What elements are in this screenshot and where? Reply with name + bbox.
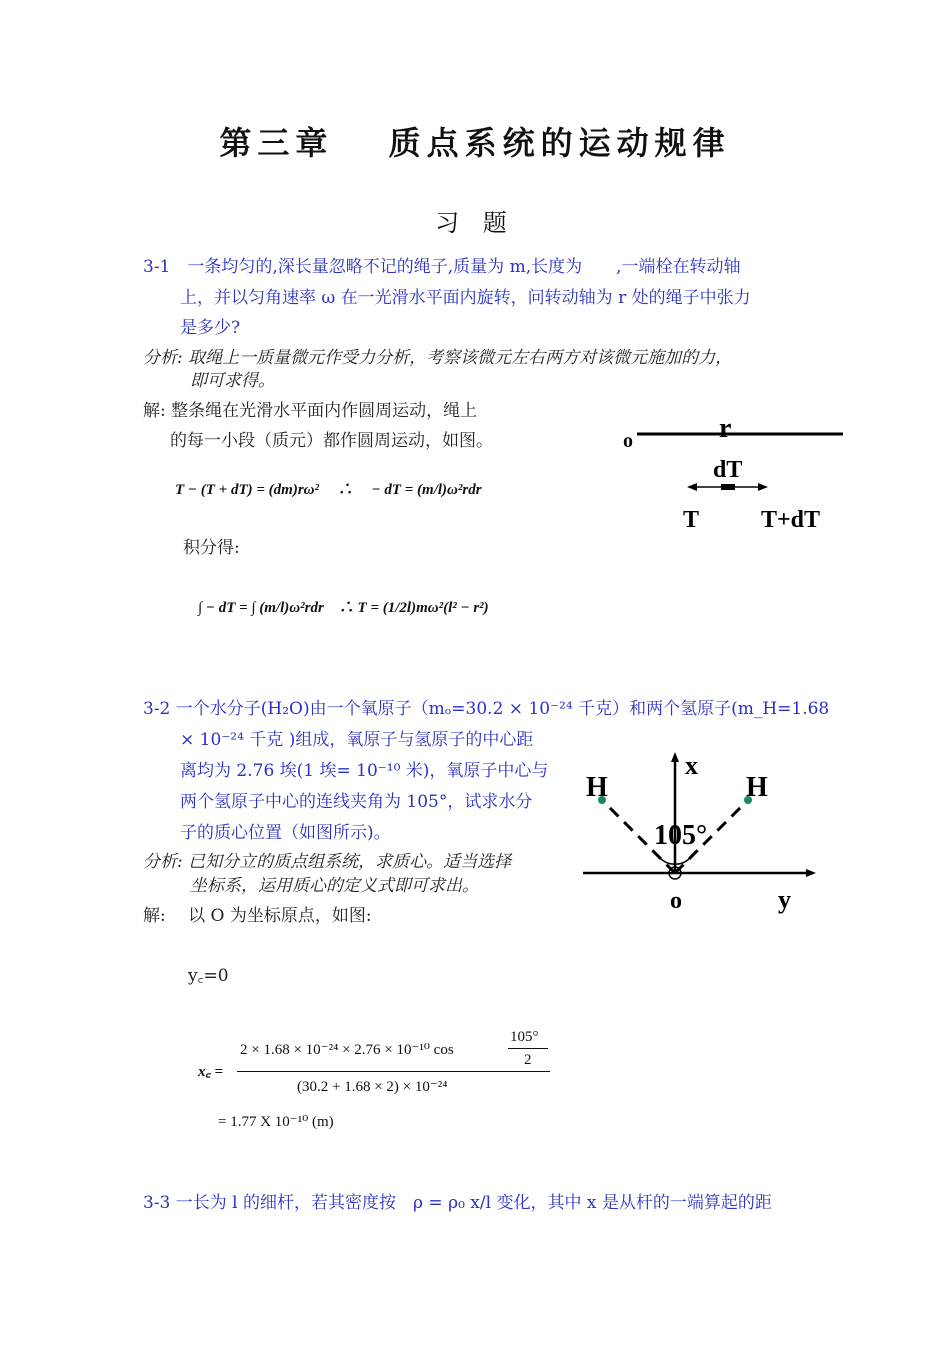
left-arrowhead-icon <box>687 483 697 491</box>
problem-3-2-line3: 离均为 2.76 埃(1 埃= 10⁻¹⁰ 米)，氧原子中心与 <box>180 761 549 781</box>
solution-3-2-line1: 解: 以 O 为坐标原点，如图: <box>143 906 372 926</box>
yc-equation: y꜀=0 <box>188 966 229 986</box>
xc-denominator: (30.2 + 1.68 × 2) × 10⁻²⁴ <box>297 1079 448 1095</box>
xc-angle-fraction-bar <box>508 1048 548 1049</box>
analysis-3-1-line2: 即可求得。 <box>190 371 275 391</box>
problem-3-3-line1: 3-3 一长为 l 的细杆，若其密度按 ρ = ρ₀ x/l 变化，其中 x 是从杆的一端算起的距 <box>143 1193 772 1213</box>
hydrogen-label-right: H <box>746 772 768 803</box>
solution-3-1-line1: 解: 整条绳在光滑水平面内作圆周运动，绳上 <box>143 401 478 421</box>
dT-label: dT <box>713 457 743 483</box>
origin-label: o <box>623 430 633 452</box>
problem-3-2-line2: × 10⁻²⁴ 千克 )组成，氧原子与氢原子的中心距 <box>180 730 534 750</box>
problem-3-2-line1: 3-2 一个水分子(H₂O)由一个氧原子（mₒ=30.2 × 10⁻²⁴ 千克）和两个氢原子(m_H=1.68 <box>143 699 830 719</box>
y-axis-label: y <box>778 885 791 914</box>
problem-3-1-line1: 3-1 一条均匀的,深长量忽略不记的绳子,质量为 m,长度为 ,一端栓在转动轴 <box>143 257 741 277</box>
origin-o-label: o <box>670 888 682 914</box>
analysis-3-2-line2: 坐标系，运用质心的定义式即可求出。 <box>190 876 479 896</box>
x-axis-arrow-icon <box>671 752 679 762</box>
right-arrowhead-icon <box>758 483 768 491</box>
xc-angle-numerator: 105° <box>510 1029 539 1045</box>
analysis-3-2-line1: 分析: 已知分立的质点组系统，求质心。适当选择 <box>143 852 512 872</box>
problem-3-2-line5: 子的质心位置（如图所示)。 <box>180 823 391 843</box>
chapter-title: 第三章 质点系统的运动规律 <box>219 124 731 162</box>
angle-label: 105° <box>654 820 708 851</box>
T-plus-dT-label: T+dT <box>761 507 821 533</box>
analysis-3-1-line1: 分析: 取绳上一质量微元作受力分析，考察该微元左右两方对该微元施加的力， <box>143 348 733 368</box>
rope-diagram <box>615 415 850 535</box>
xc-numerator: 2 × 1.68 × 10⁻²⁴ × 2.76 × 10⁻¹⁰ cos <box>240 1042 454 1058</box>
water-molecule-diagram <box>578 748 818 918</box>
equation-3-1-force: T − (T + dT) = (dm)rω² ∴ − dT = (m/l)ω²rdr <box>175 482 482 498</box>
section-subtitle: 习 题 <box>435 209 515 237</box>
x-axis-label: x <box>685 751 698 780</box>
problem-3-1-line3: 是多少? <box>180 318 241 338</box>
problem-3-1-line2: 上，并以匀角速率 ω 在一光滑水平面内旋转，问转动轴为 r 处的绳子中张力 <box>180 288 751 308</box>
solution-3-1-line2: 的每一小段（质元）都作圆周运动，如图。 <box>170 431 493 451</box>
T-label: T <box>683 507 700 533</box>
y-axis-arrow-icon <box>806 869 816 877</box>
xc-angle-denominator: 2 <box>524 1052 532 1068</box>
integral-label: 积分得: <box>183 538 240 558</box>
xc-lhs: x꜀ = <box>198 1064 223 1080</box>
problem-3-2-line4: 两个氢原子中心的连线夹角为 105°，试求水分 <box>180 792 533 812</box>
xc-result: = 1.77 X 10⁻¹⁰ (m) <box>218 1114 334 1130</box>
equation-3-1-integral: ∫ − dT = ∫ (m/l)ω²rdr ∴ T = (1/2l)mω²(l² − r²) <box>198 600 489 616</box>
hydrogen-label-left: H <box>586 772 608 803</box>
mass-element <box>721 484 735 490</box>
xc-fraction-bar <box>237 1071 550 1072</box>
r-label: r <box>719 415 732 444</box>
